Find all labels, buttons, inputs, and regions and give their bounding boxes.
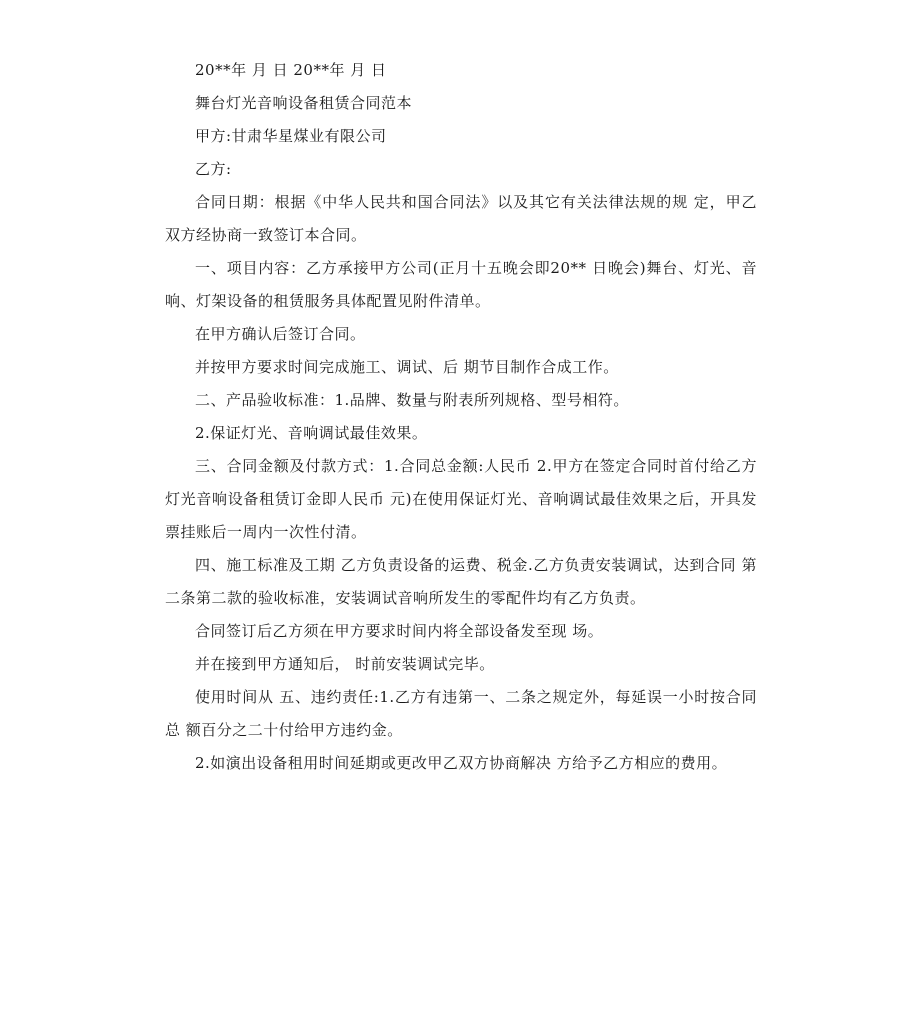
installation-paragraph: 并在接到甲方通知后， 时前安装调试完毕。 bbox=[195, 655, 495, 673]
delivery-paragraph: 合同签订后乙方须在甲方要求时间内将全部设备发至现 场。 bbox=[195, 622, 604, 640]
project-content-paragraph: 一、项目内容：乙方承接甲方公司(正月十五晚会即20** 日晚会)舞台、灯光、音响、灯架设备的租赁服务具体配置见附件清单。 bbox=[165, 259, 757, 310]
party-b: 乙方: bbox=[195, 160, 232, 178]
schedule-paragraph: 并按甲方要求时间完成施工、调试、后 期节目制作合成工作。 bbox=[195, 358, 619, 376]
party-a: 甲方:甘肃华星煤业有限公司 bbox=[195, 127, 387, 145]
acceptance-standard-paragraph: 二、产品验收标准：1.品牌、数量与附表所列规格、型号相符。 bbox=[195, 391, 629, 409]
extension-paragraph: 2.如演出设备租用时间延期或更改甲乙双方协商解决 方给予乙方相应的费用。 bbox=[195, 754, 728, 772]
contract-date-paragraph: 合同日期：根据《中华人民共和国合同法》以及其它有关法律法规的规 定，甲乙双方经协商一致签订本合同。 bbox=[165, 193, 757, 244]
document-title: 舞台灯光音响设备租赁合同范本 bbox=[195, 94, 413, 112]
confirm-sign-paragraph: 在甲方确认后签订合同。 bbox=[195, 325, 366, 343]
construction-standard-paragraph: 四、施工标准及工期 乙方负责设备的运费、税金.乙方负责安装调试，达到合同 第二条第二款的验收标准，安装调试音响所发生的零配件均有乙方负责。 bbox=[165, 556, 757, 607]
payment-paragraph: 三、合同金额及付款方式：1.合同总金额:人民币 2.甲方在签定合同时首付给乙方灯光音响设备租赁订金即人民币 元)在使用保证灯光、音响调试最佳效果之后，开具发票挂账后一周内一次性付清。 bbox=[165, 457, 757, 541]
effect-guarantee-paragraph: 2.保证灯光、音响调试最佳效果。 bbox=[195, 424, 428, 442]
date-line: 20**年 月 日 20**年 月 日 bbox=[195, 61, 387, 79]
document-body bbox=[165, 54, 757, 780]
liability-paragraph: 使用时间从 五、违约责任:1.乙方有违第一、二条之规定外，每延误一小时按合同总 额百分之二十付给甲方违约金。 bbox=[165, 688, 757, 739]
